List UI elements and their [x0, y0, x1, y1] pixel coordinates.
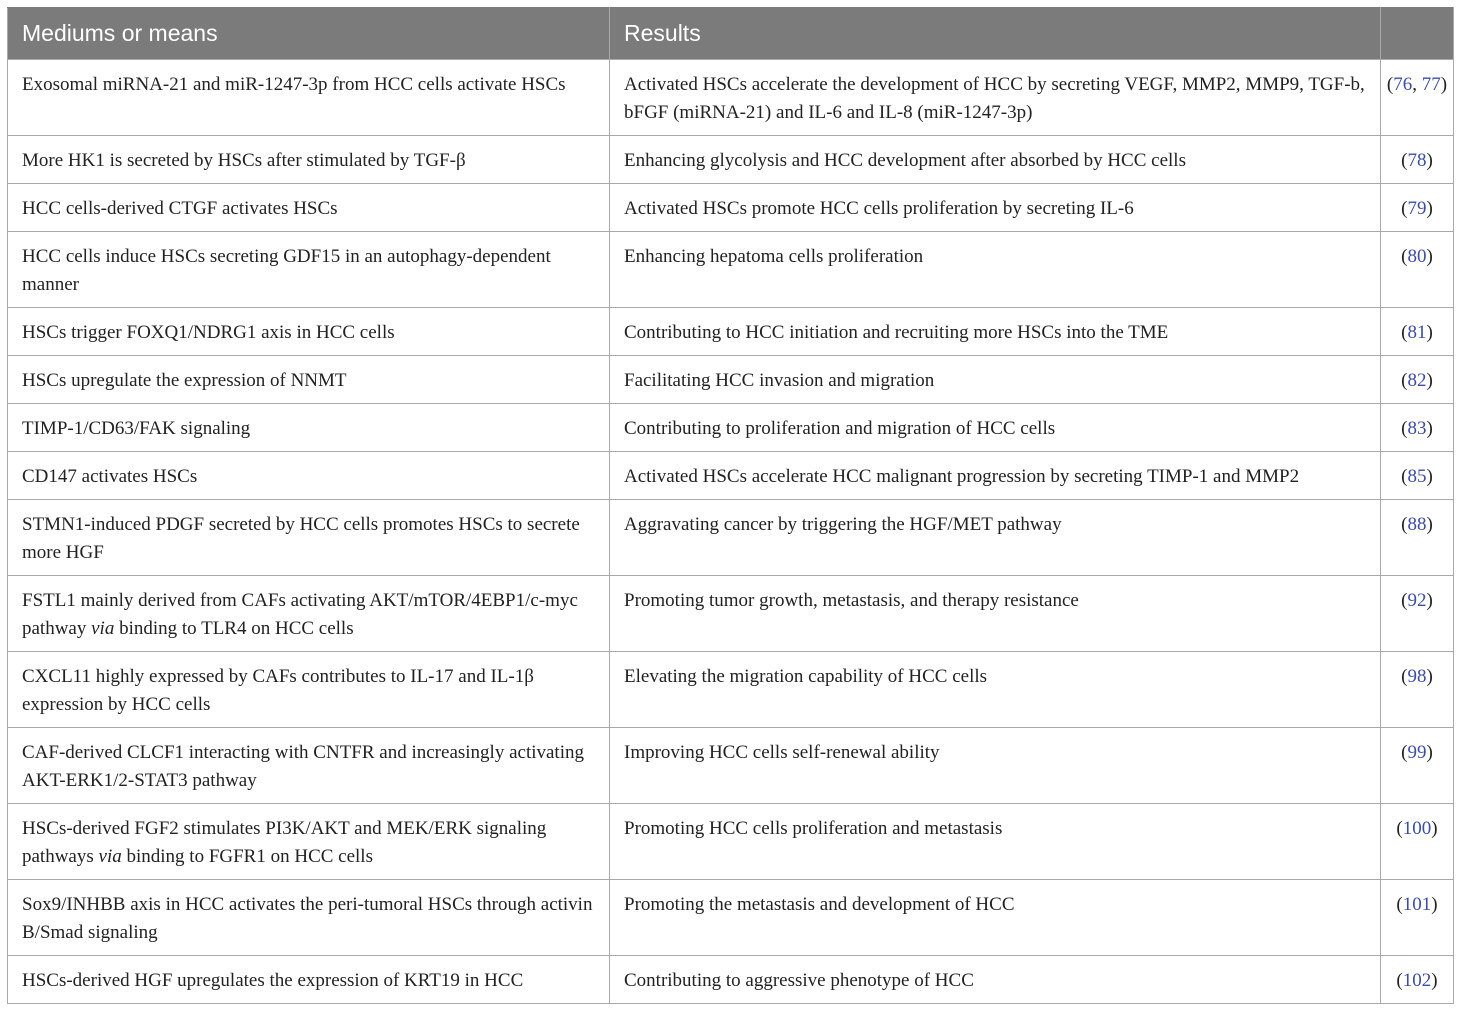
- reference-link[interactable]: 82: [1407, 370, 1427, 391]
- paren-open: (: [1401, 198, 1408, 219]
- cell-medium: [8, 452, 610, 500]
- paren-close: ): [1440, 74, 1448, 95]
- cell-reference: [1381, 880, 1454, 956]
- table-row: [8, 308, 1454, 356]
- italic-text: via: [98, 846, 122, 867]
- table-row: [8, 452, 1454, 500]
- cell-medium: [8, 232, 610, 308]
- cell-result: Facilitating HCC invasion and migration: [610, 356, 1381, 404]
- table-row: [8, 404, 1454, 452]
- paren-close: ): [1426, 666, 1433, 687]
- paren-open: (: [1401, 322, 1408, 343]
- cell-reference: [1381, 60, 1454, 136]
- reference-link[interactable]: 81: [1407, 322, 1427, 343]
- table-row: [8, 956, 1454, 1004]
- medium-text: CD147 activates HSCs: [22, 466, 198, 487]
- cell-reference: [1381, 308, 1454, 356]
- reference-link[interactable]: 92: [1407, 590, 1427, 611]
- cell-medium: [8, 728, 610, 804]
- cell-reference: [1381, 804, 1454, 880]
- reference-link[interactable]: 77: [1421, 74, 1441, 95]
- cell-reference: [1381, 356, 1454, 404]
- paren-close: ): [1426, 370, 1433, 391]
- reference-link[interactable]: 101: [1402, 894, 1432, 915]
- cell-result: Enhancing hepatoma cells proliferation: [610, 232, 1381, 308]
- paren-open: (: [1401, 418, 1408, 439]
- paren-open: (: [1401, 514, 1408, 535]
- medium-text: HCC cells induce HSCs secreting GDF15 in an autophagy-dependent manner: [22, 246, 551, 295]
- cell-medium: [8, 652, 610, 728]
- cell-result: Promoting tumor growth, metastasis, and therapy resistance: [610, 576, 1381, 652]
- medium-text: binding to TLR4 on HCC cells: [114, 618, 354, 639]
- table-row: [8, 728, 1454, 804]
- italic-text: via: [91, 618, 115, 639]
- table-row: [8, 232, 1454, 308]
- reference-link[interactable]: 100: [1402, 818, 1432, 839]
- table-row: [8, 136, 1454, 184]
- paren-close: ): [1426, 322, 1433, 343]
- cell-medium: [8, 956, 610, 1004]
- medium-text: CXCL11 highly expressed by CAFs contributes to IL-17 and IL-1β expression by HCC cells: [22, 666, 534, 715]
- header-results: Results: [610, 8, 1381, 60]
- medium-text: Exosomal miRNA-21 and miR-1247-3p from HCC cells activate HSCs: [22, 74, 566, 95]
- cell-reference: [1381, 652, 1454, 728]
- cell-medium: [8, 880, 610, 956]
- medium-text: CAF-derived CLCF1 interacting with CNTFR and increasingly activating AKT-ERK1/2-STAT3 pathway: [22, 742, 584, 791]
- paren-close: ): [1431, 894, 1438, 915]
- medium-text: HSCs-derived FGF2 stimulates PI3K/AKT and MEK/ERK signaling pathways: [22, 818, 547, 867]
- cell-medium: [8, 404, 610, 452]
- cell-medium: [8, 500, 610, 576]
- reference-link[interactable]: 85: [1407, 466, 1427, 487]
- paren-close: ): [1426, 198, 1433, 219]
- paren-open: (: [1401, 590, 1408, 611]
- table-row: [8, 356, 1454, 404]
- table-row: [8, 652, 1454, 728]
- medium-text: FSTL1 mainly derived from CAFs activating AKT/mTOR/4EBP1/c-myc pathway: [22, 590, 578, 639]
- table-row: [8, 576, 1454, 652]
- data-table: [7, 7, 1454, 1004]
- cell-result: Activated HSCs accelerate HCC malignant progression by secreting TIMP-1 and MMP2: [610, 452, 1381, 500]
- cell-result: Promoting HCC cells proliferation and metastasis: [610, 804, 1381, 880]
- paren-open: (: [1396, 970, 1403, 991]
- cell-reference: [1381, 576, 1454, 652]
- reference-link[interactable]: 99: [1407, 742, 1427, 763]
- paren-close: ): [1426, 590, 1433, 611]
- reference-link[interactable]: 79: [1407, 198, 1427, 219]
- paren-open: (: [1396, 818, 1403, 839]
- ref-separator: ,: [1412, 74, 1422, 95]
- table-row: [8, 60, 1454, 136]
- cell-result: Enhancing glycolysis and HCC development after absorbed by HCC cells: [610, 136, 1381, 184]
- cell-reference: [1381, 184, 1454, 232]
- cell-result: Promoting the metastasis and development of HCC: [610, 880, 1381, 956]
- cell-reference: [1381, 404, 1454, 452]
- reference-link[interactable]: 98: [1407, 666, 1427, 687]
- cell-reference: [1381, 500, 1454, 576]
- cell-result: Contributing to HCC initiation and recruiting more HSCs into the TME: [610, 308, 1381, 356]
- paren-open: (: [1401, 246, 1408, 267]
- paren-close: ): [1426, 150, 1433, 171]
- cell-medium: [8, 804, 610, 880]
- reference-link[interactable]: 83: [1407, 418, 1427, 439]
- paren-open: (: [1386, 74, 1394, 95]
- reference-link[interactable]: 88: [1407, 514, 1427, 535]
- paren-open: (: [1401, 370, 1408, 391]
- medium-text: binding to FGFR1 on HCC cells: [121, 846, 373, 867]
- paren-close: ): [1426, 418, 1433, 439]
- cell-result: Improving HCC cells self-renewal ability: [610, 728, 1381, 804]
- paren-open: (: [1396, 894, 1403, 915]
- cell-result: Aggravating cancer by triggering the HGF/MET pathway: [610, 500, 1381, 576]
- paren-close: ): [1431, 818, 1438, 839]
- table-row: [8, 500, 1454, 576]
- paren-open: (: [1401, 466, 1408, 487]
- medium-text: More HK1 is secreted by HSCs after stimulated by TGF-β: [22, 150, 466, 171]
- reference-link[interactable]: 102: [1402, 970, 1432, 991]
- medium-text: Sox9/INHBB axis in HCC activates the peri-tumoral HSCs through activin B/Smad signaling: [22, 894, 593, 943]
- cell-reference: [1381, 956, 1454, 1004]
- table-body: [8, 60, 1454, 1004]
- cell-medium: [8, 576, 610, 652]
- cell-result: Contributing to proliferation and migration of HCC cells: [610, 404, 1381, 452]
- table-row: [8, 804, 1454, 880]
- cell-medium: [8, 136, 610, 184]
- reference-link[interactable]: 80: [1407, 246, 1427, 267]
- paren-open: (: [1401, 666, 1408, 687]
- reference-link[interactable]: 76: [1393, 74, 1413, 95]
- paren-open: (: [1401, 150, 1408, 171]
- paren-close: ): [1426, 514, 1433, 535]
- medium-text: HCC cells-derived CTGF activates HSCs: [22, 198, 338, 219]
- header-row: [8, 8, 1454, 60]
- cell-medium: [8, 60, 610, 136]
- table-row: [8, 880, 1454, 956]
- medium-text: HSCs trigger FOXQ1/NDRG1 axis in HCC cells: [22, 322, 395, 343]
- cell-medium: [8, 184, 610, 232]
- header-mediums: Mediums or means: [8, 8, 610, 60]
- cell-result: Activated HSCs promote HCC cells proliferation by secreting IL-6: [610, 184, 1381, 232]
- medium-text: TIMP-1/CD63/FAK signaling: [22, 418, 251, 439]
- cell-reference: [1381, 136, 1454, 184]
- paren-close: ): [1426, 742, 1433, 763]
- reference-link[interactable]: 78: [1407, 150, 1427, 171]
- medium-text: HSCs upregulate the expression of NNMT: [22, 370, 347, 391]
- cell-reference: [1381, 452, 1454, 500]
- paren-close: ): [1426, 466, 1433, 487]
- cell-reference: [1381, 232, 1454, 308]
- header-refs: [1381, 8, 1454, 60]
- table-row: [8, 184, 1454, 232]
- cell-result: Activated HSCs accelerate the development of HCC by secreting VEGF, MMP2, MMP9, TGF-b, bFGF (miRNA-21) and IL-6 and IL-8 (miR-1247-3p): [610, 60, 1381, 136]
- paren-close: ): [1426, 246, 1433, 267]
- cell-medium: [8, 356, 610, 404]
- cell-result: Elevating the migration capability of HCC cells: [610, 652, 1381, 728]
- paren-open: (: [1401, 742, 1408, 763]
- cell-reference: [1381, 728, 1454, 804]
- medium-text: HSCs-derived HGF upregulates the expression of KRT19 in HCC: [22, 970, 524, 991]
- medium-text: STMN1-induced PDGF secreted by HCC cells promotes HSCs to secrete more HGF: [22, 514, 580, 563]
- cell-result: Contributing to aggressive phenotype of HCC: [610, 956, 1381, 1004]
- paren-close: ): [1431, 970, 1438, 991]
- cell-medium: [8, 308, 610, 356]
